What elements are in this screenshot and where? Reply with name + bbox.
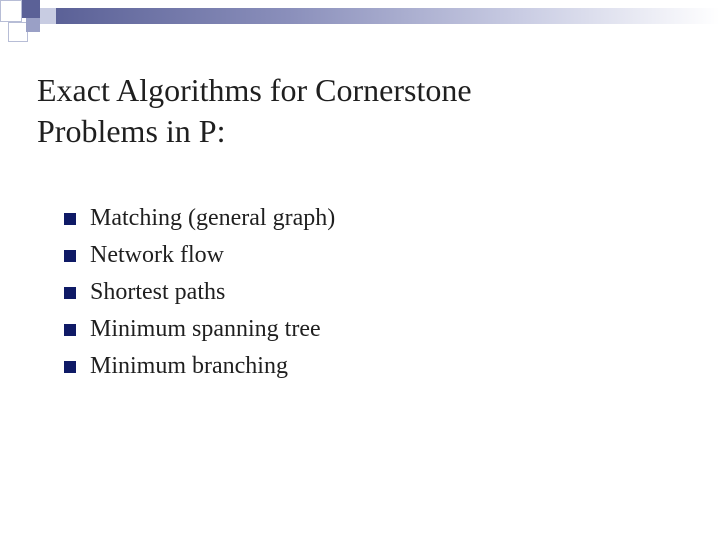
bullet-list	[64, 200, 664, 385]
bullet-text: Matching (general graph)	[90, 205, 336, 231]
square-bullet-icon	[64, 213, 76, 225]
slide-title-line-2: Problems in P:	[37, 113, 226, 149]
square-bullet-icon	[64, 324, 76, 336]
bullet-item	[64, 348, 664, 385]
bullet-item	[64, 200, 664, 237]
bullet-item	[64, 311, 664, 348]
square-bullet-icon	[64, 287, 76, 299]
slide-title-line-1: Exact Algorithms for Cornerstone	[37, 72, 472, 108]
bullet-text: Minimum spanning tree	[90, 316, 321, 342]
bullet-item	[64, 274, 664, 311]
bullet-text: Shortest paths	[90, 279, 226, 305]
deco-square	[40, 8, 56, 24]
square-bullet-icon	[64, 361, 76, 373]
deco-square	[26, 18, 40, 32]
deco-square	[0, 0, 22, 22]
bullet-item	[64, 237, 664, 274]
bullet-text: Minimum branching	[90, 353, 288, 379]
bullet-text: Network flow	[90, 242, 224, 268]
deco-square	[22, 0, 40, 18]
deco-square	[8, 22, 28, 42]
header-decoration	[0, 0, 720, 50]
slide-title	[37, 70, 697, 152]
square-bullet-icon	[64, 250, 76, 262]
deco-gradient-band	[56, 8, 720, 24]
